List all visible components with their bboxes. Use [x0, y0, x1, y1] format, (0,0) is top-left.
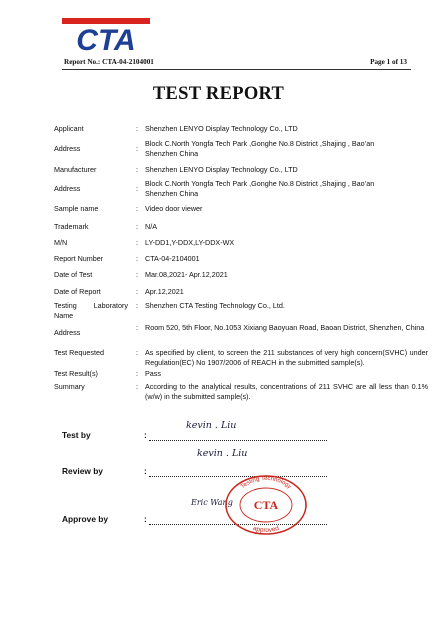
stamp-center-text: CTA: [253, 498, 279, 512]
field-value-sample-name: Video door viewer: [145, 204, 203, 213]
field-colon: :: [136, 348, 138, 357]
field-colon: :: [136, 323, 138, 332]
signature-label-test-by: Test by: [62, 430, 91, 440]
field-colon: :: [136, 301, 138, 310]
field-label-test-results: Test Result(s): [54, 369, 98, 378]
field-value-test-requested: As specified by client, to screen the 211 substances of very high concern(SVHC) under Regulation(EC) No 1907/2006 of REACH in the submitted sample(s).: [145, 348, 428, 367]
field-value-model-number: LY-DD1,Y-DDX,LY-DDX-WX: [145, 238, 235, 247]
field-colon: :: [136, 254, 138, 263]
stamp-top-text: Testing Technology: [239, 475, 293, 491]
field-label-applicant: Applicant: [54, 124, 84, 133]
field-colon: :: [136, 238, 138, 247]
report-number-header: Report No.: CTA-04-2104001: [64, 58, 154, 66]
field-label-testing-laboratory: Testing Laboratory Name: [54, 301, 128, 320]
field-label-report-number: Report Number: [54, 254, 104, 263]
field-label-summary: Summary: [54, 382, 85, 391]
field-value-applicant: Shenzhen LENYO Display Technology Co., LTD: [145, 124, 298, 133]
field-label-laboratory-address: Address: [54, 328, 81, 337]
field-label-applicant-address: Address: [54, 144, 81, 153]
field-label-sample-name: Sample name: [54, 204, 99, 213]
field-value-test-results: Pass: [145, 369, 161, 378]
field-colon: :: [136, 287, 138, 296]
field-colon: :: [136, 165, 138, 174]
field-colon: :: [136, 204, 138, 213]
field-colon: :: [136, 270, 138, 279]
field-value-laboratory-address: Room 520, 5th Floor, No.1053 Xixiang Baoyuan Road, Baoan District, Shenzhen, China: [145, 323, 425, 332]
field-label-date-of-test: Date of Test: [54, 270, 93, 279]
page-indicator: Page 1 of 13: [370, 58, 407, 66]
field-colon: :: [136, 124, 138, 133]
field-label-trademark: Trademark: [54, 222, 89, 231]
handwritten-signature-test-by: kevin . Liu: [186, 420, 237, 431]
field-value-manufacturer: Shenzhen LENYO Display Technology Co., LTD: [145, 165, 298, 174]
signature-label-approve-by: Approve by: [62, 514, 109, 524]
field-value-report-number: CTA-04-2104001: [145, 254, 200, 263]
header-divider: [62, 69, 411, 70]
signature-line-test-by: [149, 440, 327, 441]
field-label-test-requested: Test Requested: [54, 348, 104, 357]
field-value-date-of-report: Apr.12,2021: [145, 287, 184, 296]
field-value-testing-laboratory: Shenzhen CTA Testing Technology Co., Ltd.: [145, 301, 285, 310]
cta-logo: [60, 16, 152, 54]
handwritten-signature-approve-by: Eric Wang: [191, 498, 233, 507]
stamp-bottom-text: approved: [252, 524, 280, 535]
field-colon: :: [136, 144, 138, 153]
field-value-manufacturer-address: Block C.North Yongfa Tech Park ,Gonghe No.8 District ,Shajing , Bao’an Shenzhen China: [145, 179, 375, 198]
field-label-date-of-report: Date of Report: [54, 287, 101, 296]
field-label-model-number: M/N: [54, 238, 68, 247]
field-value-trademark: N/A: [145, 222, 157, 231]
field-label-manufacturer-address: Address: [54, 184, 81, 193]
field-value-applicant-address: Block C.North Yongfa Tech Park ,Gonghe No.8 District ,Shajing , Bao’an Shenzhen China: [145, 139, 375, 158]
field-label-manufacturer: Manufacturer: [54, 165, 97, 174]
signature-colon: :: [144, 466, 147, 476]
field-colon: :: [136, 369, 138, 378]
company-seal-stamp: [223, 474, 309, 536]
field-colon: :: [136, 222, 138, 231]
field-value-date-of-test: Mar.08,2021- Apr.12,2021: [145, 270, 228, 279]
signature-colon: :: [144, 514, 147, 524]
field-colon: :: [136, 382, 138, 391]
handwritten-signature-review-by: kevin . Liu: [197, 448, 248, 459]
field-colon: :: [136, 184, 138, 193]
field-value-summary: According to the analytical results, concentrations of 211 SVHC are all less than 0.1%(w/w) in the submitted sample(s).: [145, 382, 428, 401]
signature-label-review-by: Review by: [62, 466, 103, 476]
logo-text: CTA: [76, 24, 136, 54]
signature-colon: :: [144, 430, 147, 440]
page-title: TEST REPORT: [152, 84, 285, 104]
